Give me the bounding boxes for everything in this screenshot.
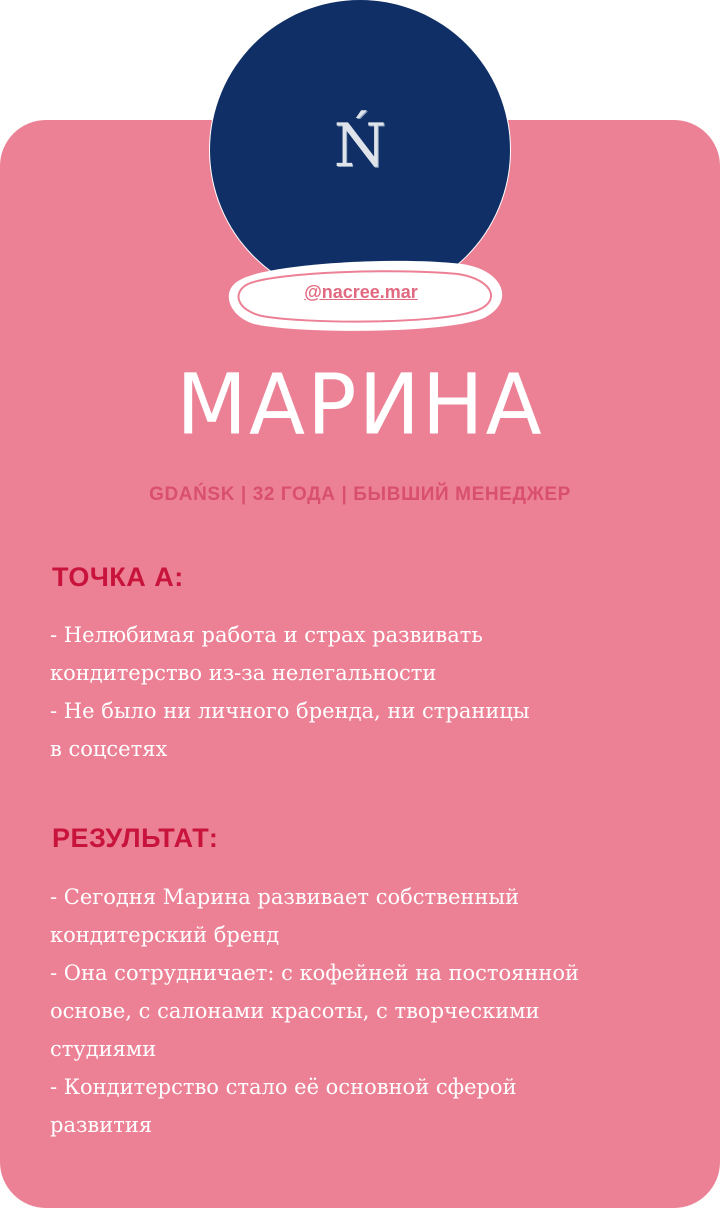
person-name: МАРИНА xyxy=(176,357,544,454)
avatar[interactable] xyxy=(210,0,510,300)
point-a-line: - Не было ни личного бренда, ни страницы xyxy=(50,699,530,723)
brand-logo-icon: Ń xyxy=(333,111,387,181)
result-line: развития xyxy=(50,1113,153,1137)
result-line: - Кондитерство стало её основной сферой xyxy=(50,1075,517,1099)
result-line: - Она сотрудничает: с кофейней на постоянной xyxy=(50,961,580,985)
result-line: основе, с салонами красоты, с творческими xyxy=(50,999,540,1023)
point-a-line: кондитерство из-за нелегальности xyxy=(50,661,437,685)
point-a-text xyxy=(50,616,670,768)
result-line: студиями xyxy=(50,1037,157,1061)
person-subtitle: GDAŃSK | 32 ГОДА | БЫВШИЙ МЕНЕДЖЕР xyxy=(149,484,571,505)
handle-badge[interactable] xyxy=(226,258,508,332)
result-line: кондитерский бренд xyxy=(50,923,280,947)
result-line: - Сегодня Марина развивает собственный xyxy=(50,885,520,909)
result-title: РЕЗУЛЬТАТ: xyxy=(52,823,219,853)
point-a-line: - Нелюбимая работа и страх развивать xyxy=(50,623,483,647)
point-a-line: в соцсетях xyxy=(50,737,168,761)
instagram-handle-link[interactable]: @nacree.mar xyxy=(304,282,418,302)
result-text xyxy=(50,878,670,1144)
point-a-title: ТОЧКА А: xyxy=(52,562,184,592)
